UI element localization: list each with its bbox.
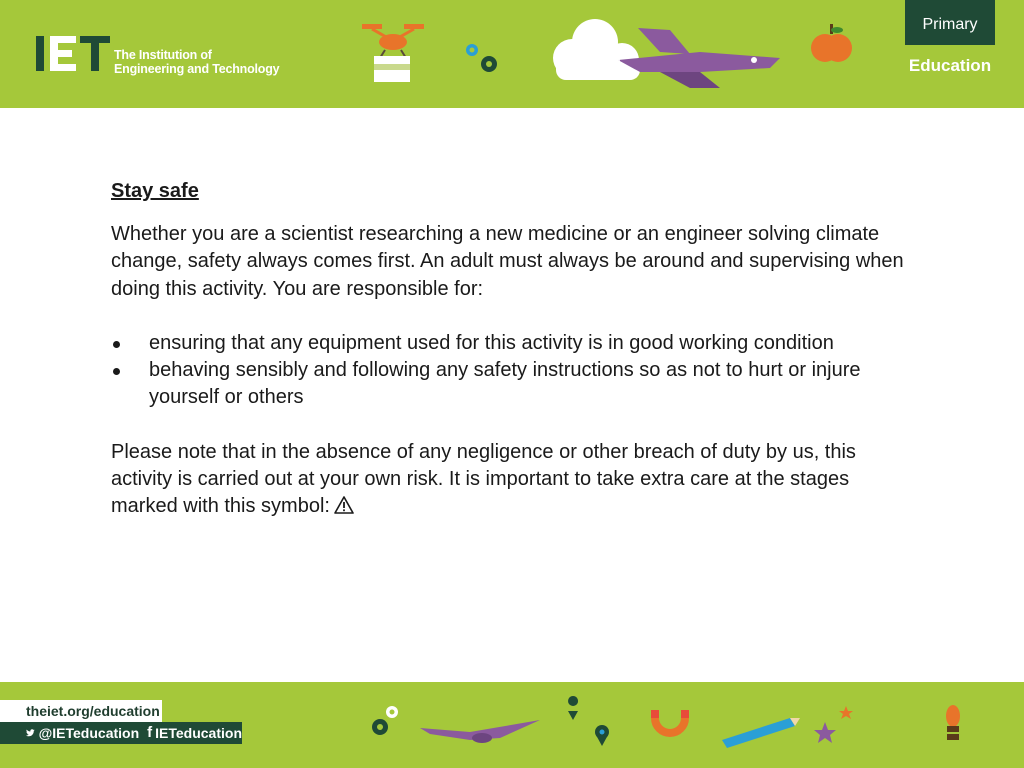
education-label: Education: [908, 56, 992, 75]
gears-icon: [372, 706, 398, 735]
list-item-text: ensuring that any equipment used for this activity is in good working condition: [149, 331, 834, 354]
bullet-icon: [113, 368, 120, 375]
list-item: [111, 357, 911, 412]
org-name-line-1: The Institution of: [114, 48, 212, 62]
social-links: [0, 722, 242, 744]
gears-icon: [466, 44, 497, 72]
apple-icon: [811, 24, 852, 62]
magnet-icon: [651, 710, 689, 733]
website-link[interactable]: theiet.org/education: [0, 700, 162, 722]
bullet-icon: [113, 341, 120, 348]
intro-paragraph: Whether you are a scientist researching a new medicine or an engineer solving climate change, safety always comes first. An adult must always be around and supervising when doing this activity. You are responsible for:: [111, 223, 904, 300]
page-title: Stay safe: [111, 180, 199, 202]
facebook-icon: f: [147, 724, 153, 741]
light-bulb-icon: [945, 705, 961, 740]
primary-tab[interactable]: Primary: [905, 0, 995, 45]
drone-icon: [362, 24, 424, 82]
map-pin-icon: [568, 696, 609, 746]
disclaimer-text: Please note that in the absence of any negligence or other breach of duty by us, this activity is carried out at your own risk. It is important to take extra care at the stages marked with this symbol:: [111, 440, 856, 518]
star-icon: [814, 706, 853, 743]
cloud-icon: [553, 19, 640, 80]
list-item-text: behaving sensibly and following any safety instructions so as not to hurt or injure yourself or others: [149, 359, 861, 409]
disclaimer-paragraph: [111, 439, 911, 521]
safety-notice: [111, 178, 911, 548]
org-name-line-2: Engineering and Technology: [114, 62, 280, 76]
facebook-handle[interactable]: IETeducation: [155, 725, 242, 741]
aircraft-icon: [420, 720, 540, 743]
twitter-handle[interactable]: @IETeducation: [38, 725, 140, 741]
warning-icon: [334, 496, 354, 514]
pencil-icon: [722, 718, 800, 748]
list-item: [111, 330, 911, 357]
responsibilities-list: [111, 330, 911, 412]
header-illustrations: [0, 0, 1024, 108]
twitter-icon: [26, 727, 35, 739]
